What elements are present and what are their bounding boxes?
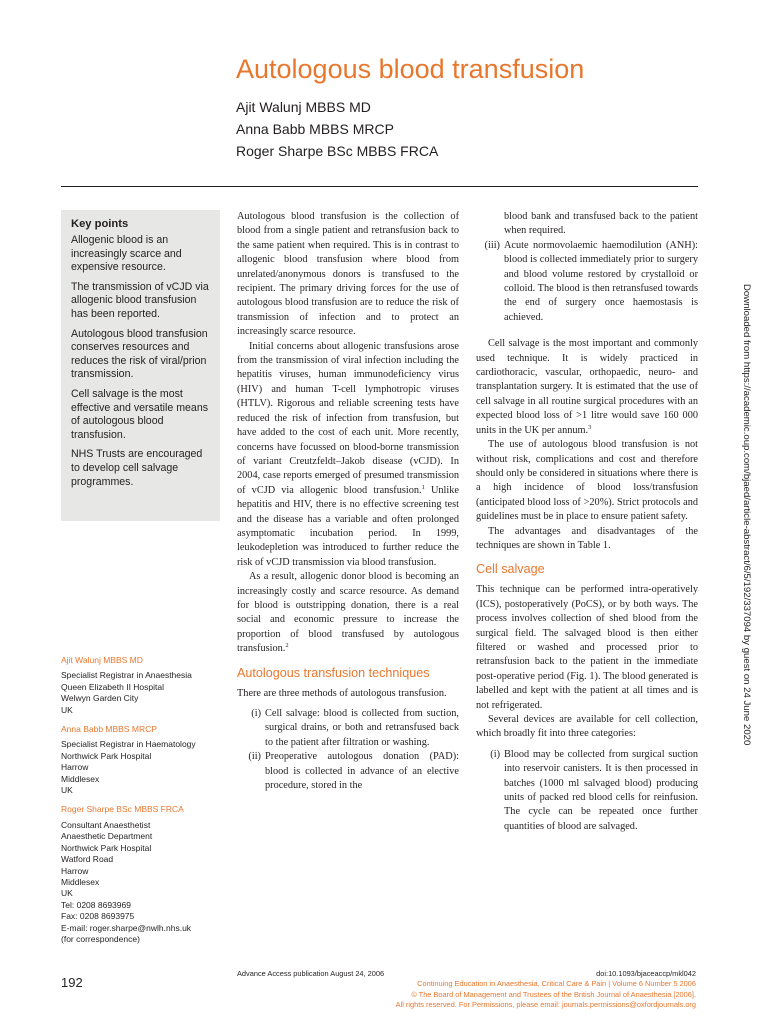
affiliation-name: Anna Babb MBBS MRCP [61, 724, 157, 735]
affiliation-line: Harrow [61, 762, 89, 773]
paragraph-text: Cell salvage is the most important and commonly used technique. It is widely practiced in cardiothoracic, vascular, orthopaedic, neuro- and transplantation surgery. It is estimated that the use of cell salvage in all routine surgical procedures with an expected blood loss of >1 litre would save 160 000 units in the UK per annum. [476, 338, 698, 436]
list-item-continued [476, 210, 698, 239]
affiliation-line: Harrow [61, 865, 89, 876]
affiliation-line: UK [61, 888, 73, 899]
affiliation-line: Middlesex [61, 876, 100, 887]
list-text: Blood may be collected from surgical suction into reservoir canisters. It is then processed in batches (1000 ml salvaged blood) producing units of packed red blood cells for reinfusion. The cycle can be repeated once further quantities of blood are salvaged. [504, 748, 698, 832]
affiliation-line: Consultant Anaesthetist [61, 819, 151, 830]
download-watermark [738, 284, 752, 804]
affiliation-name: Roger Sharpe BSc MBBS FRCA [61, 804, 184, 815]
author-name: Roger Sharpe BSc MBBS FRCA [236, 143, 439, 159]
body-column-left [237, 210, 459, 793]
affiliation-line: Welwyn Garden City [61, 693, 139, 704]
citation-ref: 3 [588, 423, 592, 431]
body-paragraph: The use of autologous blood transfusion is not without risk, complications and cost and therefore should only be considered in situations where there is a high incidence of blood loss/transfusion (anticipated blood loss of >20%). Strict protocols and guidelines must be in place to ensure patient safety. [476, 439, 698, 523]
key-points-heading: Key points [71, 218, 129, 230]
affiliation-line: (for correspondence) [61, 933, 140, 944]
affiliation-name: Ajit Walunj MBBS MD [61, 655, 143, 665]
body-paragraph [476, 337, 698, 438]
affiliation-line: Specialist Registrar in Anaesthesia [61, 670, 192, 681]
section-heading: Cell salvage [476, 562, 545, 577]
body-paragraph [237, 570, 459, 656]
list-text: Cell salvage: blood is collected from suction, surgical drains, or both and retransfused back to the patient after filtration or washing. [265, 708, 459, 748]
body-column-right [476, 210, 698, 834]
author-name: Ajit Walunj MBBS MD [236, 99, 371, 115]
page-number: 192 [61, 975, 83, 990]
affiliation-line: Queen Elizabeth II Hospital [61, 681, 165, 692]
affiliation-line: Specialist Registrar in Haematology [61, 739, 196, 750]
body-paragraph: There are three methods of autologous transfusion. [237, 687, 447, 699]
body-paragraph: The advantages and disadvantages of the techniques are shown in Table 1. [476, 525, 698, 551]
affiliation-line: UK [61, 785, 73, 796]
author-affiliations [61, 655, 236, 953]
key-point: Cell salvage is the most effective and versatile means of autologous blood transfusion. [71, 387, 209, 441]
key-point: NHS Trusts are encouraged to develop cell salvage programmes. [71, 448, 203, 488]
body-paragraph: Several devices are available for cell collection, which broadly fit into three categories: [476, 714, 698, 740]
author-list [236, 96, 438, 162]
citation-ref: 2 [285, 642, 289, 650]
download-note: Downloaded from https://academic.oup.com/bjaed/article-abstract/6/5/192/337094 by guest on 24 June 2020 [741, 284, 752, 746]
body-paragraph: This technique can be performed intra-operatively (ICS), postoperatively (PoCS), or by both ways. The process involves collection of shed blood from the surgical field. The salvaged blood is then either filtered or washed and processed prior to retransfusion back to the patient in the immediate post-operative period (Fig. 1). The blood generated is labelled and kept with the patient at all times and is not refrigerated. [476, 584, 698, 711]
affiliation-line: Anaesthetic Department [61, 831, 153, 842]
list-label: (ii) [248, 751, 261, 763]
copyright-line: © The Board of Management and Trustees of the British Journal of Anaesthesia [2006]. [411, 989, 696, 999]
affiliation-line: Watford Road [61, 854, 114, 865]
journal-citation: Continuing Education in Anaesthesia, Critical Care & Pain | Volume 6 Number 5 2006 [417, 979, 696, 989]
list-item [237, 707, 459, 750]
citation-ref: 1 [421, 483, 425, 491]
list-label: (i) [251, 708, 261, 719]
affiliation-phone: Tel: 0208 8693969 [61, 899, 131, 910]
list-item [476, 748, 698, 834]
affiliation-line: Northwick Park Hospital [61, 842, 152, 853]
paragraph-text: As a result, allogenic donor blood is becoming an increasingly costly and scarce resource. As demand for blood is outstripping donation, there is a real social and economic pressure to increase the proportion of blood transfused by autologous transfusion. [237, 571, 459, 655]
affiliation-email: E-mail: roger.sharpe@nwlh.nhs.uk [61, 922, 192, 933]
key-point: Autologous blood transfusion conserves resources and reduces the risk of viral/prion transmission. [71, 327, 208, 381]
affiliation-babb [61, 724, 236, 796]
key-point: The transmission of vCJD via allogenic blood transfusion has been reported. [71, 280, 209, 320]
key-points-box [61, 210, 220, 521]
body-paragraph: Autologous blood transfusion is the collection of blood from a single patient and retransfusion back to the same patient when required. This is in contrast to allogenic blood transfusion where blood from unrelated/anonymous donors is transfused to the recipient. The primary driving forces for the use of autologous blood transfusion are to reduce the risk of transmission of infection and to protect an increasingly scarce resource. [237, 211, 459, 338]
body-paragraph [237, 340, 459, 571]
affiliation-sharpe [61, 804, 236, 945]
affiliation-walunj [61, 655, 236, 716]
list-text: Acute normovolaemic haemodilution (ANH): blood is collected immediately prior to surgery and blood volume restored by crystalloid or colloid. The blood is then retransfused towards the end of surgery once haemostasis is achieved. [504, 239, 698, 323]
article-title: Autologous blood transfusion [236, 54, 585, 84]
key-point: Allogenic blood is an increasingly scarce and expensive resource. [71, 234, 182, 274]
list-item [476, 239, 698, 325]
affiliation-line: UK [61, 704, 73, 715]
list-item [237, 750, 459, 793]
affiliation-fax: Fax: 0208 8693975 [61, 911, 135, 922]
author-name: Anna Babb MBBS MRCP [236, 121, 394, 137]
affiliation-line: Northwick Park Hospital [61, 750, 152, 761]
paragraph-text: Initial concerns about allogenic transfusions arose from the transmission of viral infection including the hepatitis viruses, human immunodeficiency virus (HIV) and human T-cell lymphotropic viruses (HTLV). Rigorous and reliable screening tests have reduced the risk of infection from transfusion, but have added to the cost of each unit. More recently, concerns have focussed on blood-borne transmission of variant Creutzfeldt–Jakob disease (vCJD). In 2004, case reports emerged of presumed transmission of vCJD via allogenic blood transfusion. [237, 340, 459, 496]
section-heading: Autologous transfusion techniques [237, 665, 430, 680]
list-label: (iii) [484, 239, 500, 251]
rights-line: All rights reserved. For Permissions, please email: journals.permissions@oxfordjournals.org [395, 1000, 696, 1010]
list-text: blood bank and transfused back to the patient when required. [504, 211, 698, 237]
advance-access-note: Advance Access publication August 24, 2006 [237, 969, 385, 978]
affiliation-line: Middlesex [61, 773, 100, 784]
journal-footer [396, 969, 696, 1011]
paragraph-text: Unlike hepatitis and HIV, there is no effective screening test and the disease has a variable and often prolonged asymptomatic incubation period. In 1999, leukodepletion was introduced to further reduce the risk of vCJD transmission via blood transfusion. [237, 484, 459, 568]
list-label: (i) [490, 748, 500, 760]
doi: doi:10.1093/bjaceaccp/mkl042 [596, 969, 696, 978]
list-text: Preoperative autologous donation (PAD): blood is collected in advance of an elective procedure, stored in the [265, 751, 459, 792]
header-divider [61, 186, 698, 187]
